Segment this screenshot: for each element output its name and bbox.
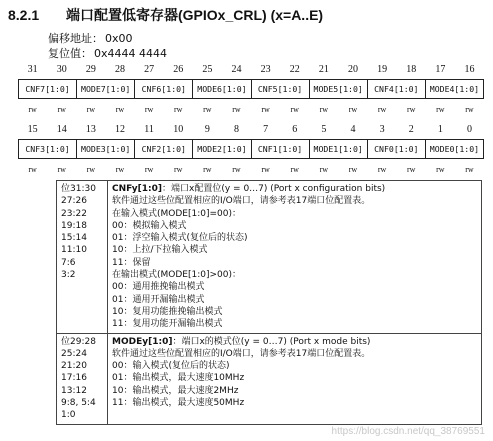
field-name: MODEy[1:0]: [112, 336, 173, 347]
description-line: 软件通过这些位配置相应的I/O端口，请参考表17端口位配置表。: [112, 348, 371, 359]
field-summary: ：端口x的模式位(y = 0…7) (Port x mode bits): [172, 336, 371, 347]
description-line: 10：复用功能推挽输出模式: [112, 306, 223, 317]
bit-number: 26: [173, 64, 184, 75]
offset-address: [48, 30, 133, 46]
register-field: MODE1[1:0]: [310, 140, 368, 158]
access-label: rw: [465, 105, 474, 114]
bit-position: 位29:28: [61, 336, 96, 347]
description-line: 11：复用功能开漏输出模式: [112, 319, 223, 330]
register-field: MODE7[1:0]: [77, 80, 135, 98]
register-field: MODE0[1:0]: [429, 144, 480, 154]
access-group: [18, 165, 76, 174]
offset-label: 偏移地址：: [48, 32, 103, 45]
access-label: rw: [436, 165, 445, 174]
description-line: 在输出模式(MODE[1:0]>00)：: [112, 270, 241, 281]
access-label: rw: [28, 165, 37, 174]
upper-access-row: [18, 105, 484, 114]
description-cell: [108, 181, 482, 334]
section-title: 端口配置低寄存器(GPIOx_CRL) (x=A..E): [66, 7, 324, 23]
description-line: 10：上拉/下拉输入模式: [112, 245, 208, 256]
access-group: [368, 165, 426, 174]
register-field: CNF3[1:0]: [19, 140, 77, 158]
access-label: rw: [319, 165, 329, 174]
bit-position: 11:10: [61, 245, 87, 256]
register-field: CNF7[1:0]: [19, 80, 77, 98]
bit-number: 23: [260, 64, 271, 75]
access-label: rw: [144, 105, 154, 114]
access-label: rw: [348, 105, 358, 114]
access-group: [76, 165, 134, 174]
upper-field-row: [18, 79, 484, 99]
register-field: CNF2[1:0]: [135, 140, 193, 158]
access-group: [135, 105, 193, 114]
bit-position: 1:0: [61, 410, 76, 421]
access-group: [193, 165, 251, 174]
register-field: CNF0[1:0]: [368, 140, 426, 158]
access-label: rw: [115, 105, 125, 114]
bit-number: 13: [85, 124, 96, 135]
access-group: [368, 105, 426, 114]
description-line: 00：模拟输入模式: [112, 220, 187, 231]
description-cell: [108, 333, 482, 424]
register-field: CNF6[1:0]: [135, 80, 193, 98]
bit-positions-cell: [57, 333, 108, 424]
bit-number: 12: [114, 124, 125, 135]
bit-number: 1: [437, 124, 443, 135]
access-group: [193, 105, 251, 114]
register-field: MODE2[1:0]: [193, 140, 251, 158]
description-line: 01：通用开漏输出模式: [112, 294, 205, 305]
bit-number: 11: [144, 124, 154, 135]
register-field: MODE6[1:0]: [193, 80, 251, 98]
access-label: rw: [232, 105, 241, 114]
register-field: MODE5[1:0]: [310, 80, 368, 98]
access-label: rw: [57, 105, 66, 114]
access-label: rw: [319, 105, 329, 114]
lower-field-row: [18, 139, 484, 159]
access-label: rw: [348, 165, 358, 174]
bit-number: 28: [114, 64, 125, 75]
access-group: [426, 105, 484, 114]
bit-position: 19:18: [61, 220, 87, 231]
bit-number: 10: [173, 124, 184, 135]
bit-position: 13:12: [61, 385, 87, 396]
access-group: [251, 105, 309, 114]
field-summary: ：端口x配置位(y = 0…7) (Port x configuration bits): [162, 184, 386, 194]
access-label: rw: [203, 105, 212, 114]
register-field: CNF1[1:0]: [252, 140, 310, 158]
bit-position: 3:2: [61, 270, 76, 281]
bit-number: 15: [27, 124, 38, 135]
bit-positions-cell: [57, 181, 108, 334]
upper-bit-numbers: [18, 64, 484, 75]
bit-number: 19: [377, 64, 388, 75]
description-line: 11：保留: [112, 257, 151, 268]
access-label: rw: [203, 165, 212, 174]
access-label: rw: [86, 165, 96, 174]
lower-access-row: [18, 165, 484, 174]
bit-position: 23:22: [61, 208, 87, 219]
bit-number: 27: [144, 64, 155, 75]
access-label: rw: [436, 105, 445, 114]
register-field: MODE4[1:0]: [429, 84, 480, 94]
register-field: CNF4[1:0]: [368, 80, 426, 98]
access-group: [309, 165, 367, 174]
access-group: [251, 165, 309, 174]
bit-number: 4: [350, 124, 356, 135]
description-line: 软件通过这些位配置相应的I/O端口，请参考表17端口位配置表。: [112, 196, 371, 207]
field-name: CNFy[1:0]: [112, 184, 163, 194]
bit-description-table: [56, 180, 482, 425]
bit-position: 25:24: [61, 348, 87, 359]
access-group: [309, 105, 367, 114]
access-label: rw: [232, 165, 241, 174]
access-label: rw: [173, 105, 183, 114]
bit-number: 16: [464, 64, 475, 75]
description-line: 11：输出模式，最大速度50MHz: [112, 398, 245, 409]
access-label: rw: [261, 105, 270, 114]
bit-position: 15:14: [61, 233, 87, 244]
bit-number: 25: [202, 64, 213, 75]
description-row: [57, 333, 482, 424]
bit-position: 位31:30: [61, 184, 96, 194]
bit-number: 31: [27, 64, 38, 75]
section-heading: [8, 4, 323, 26]
reset-value: [48, 45, 167, 61]
access-label: rw: [406, 105, 416, 114]
description-line: 10：输出模式，最大速度2MHz: [112, 385, 239, 396]
bit-number: 30: [56, 64, 67, 75]
description-line: 在输入模式(MODE[1:0]=00)：: [112, 208, 241, 219]
description-line: 01：输出模式，最大速度10MHz: [112, 373, 245, 384]
bit-number: 8: [233, 124, 239, 135]
bit-number: 7: [263, 124, 269, 135]
access-label: rw: [261, 165, 270, 174]
bit-position: 9:8, 5:4: [61, 398, 96, 409]
bit-position: 17:16: [61, 373, 87, 384]
access-label: rw: [465, 165, 474, 174]
description-row: [57, 181, 482, 334]
access-label: rw: [28, 105, 37, 114]
field-heading: [112, 336, 477, 348]
access-label: rw: [290, 165, 299, 174]
reset-label: 复位值：: [48, 47, 92, 60]
description-line: 01：浮空输入模式(复位后的状态): [112, 233, 248, 244]
bit-number: 21: [318, 64, 329, 75]
bit-number: 6: [292, 124, 298, 135]
bit-number: 5: [321, 124, 327, 135]
access-label: rw: [290, 105, 299, 114]
bit-number: 20: [347, 64, 358, 75]
access-label: rw: [115, 165, 125, 174]
access-group: [18, 105, 76, 114]
access-label: rw: [86, 105, 96, 114]
bit-number: 18: [406, 64, 417, 75]
offset-value: 0x00: [105, 32, 133, 45]
lower-bit-numbers: [18, 124, 484, 135]
bit-number: 9: [204, 124, 210, 135]
access-label: rw: [144, 165, 154, 174]
bit-number: 14: [56, 124, 67, 135]
bit-number: 22: [289, 64, 300, 75]
description-line: 00：通用推挽输出模式: [112, 282, 205, 293]
access-group: [426, 165, 484, 174]
bit-position: 7:6: [61, 257, 76, 268]
access-label: rw: [173, 165, 183, 174]
register-field: CNF5[1:0]: [252, 80, 310, 98]
watermark: https://blog.csdn.net/qq_38769551: [331, 426, 485, 437]
section-number: 8.2.1: [8, 7, 40, 23]
bit-number: 0: [466, 124, 472, 135]
bit-number: 24: [231, 64, 242, 75]
access-group: [135, 165, 193, 174]
bit-number: 17: [435, 64, 446, 75]
bit-position: 21:20: [61, 361, 87, 372]
field-heading: [112, 183, 477, 195]
access-label: rw: [377, 165, 387, 174]
reset-value-text: 0x4444 4444: [94, 47, 167, 60]
register-field: MODE3[1:0]: [77, 140, 135, 158]
access-label: rw: [377, 105, 387, 114]
description-line: 00：输入模式(复位后的状态): [112, 361, 230, 372]
bit-position: 27:26: [61, 196, 87, 207]
bit-number: 3: [379, 124, 385, 135]
access-label: rw: [57, 165, 66, 174]
access-label: rw: [406, 165, 416, 174]
access-group: [76, 105, 134, 114]
bit-number: 2: [408, 124, 414, 135]
bit-number: 29: [85, 64, 96, 75]
